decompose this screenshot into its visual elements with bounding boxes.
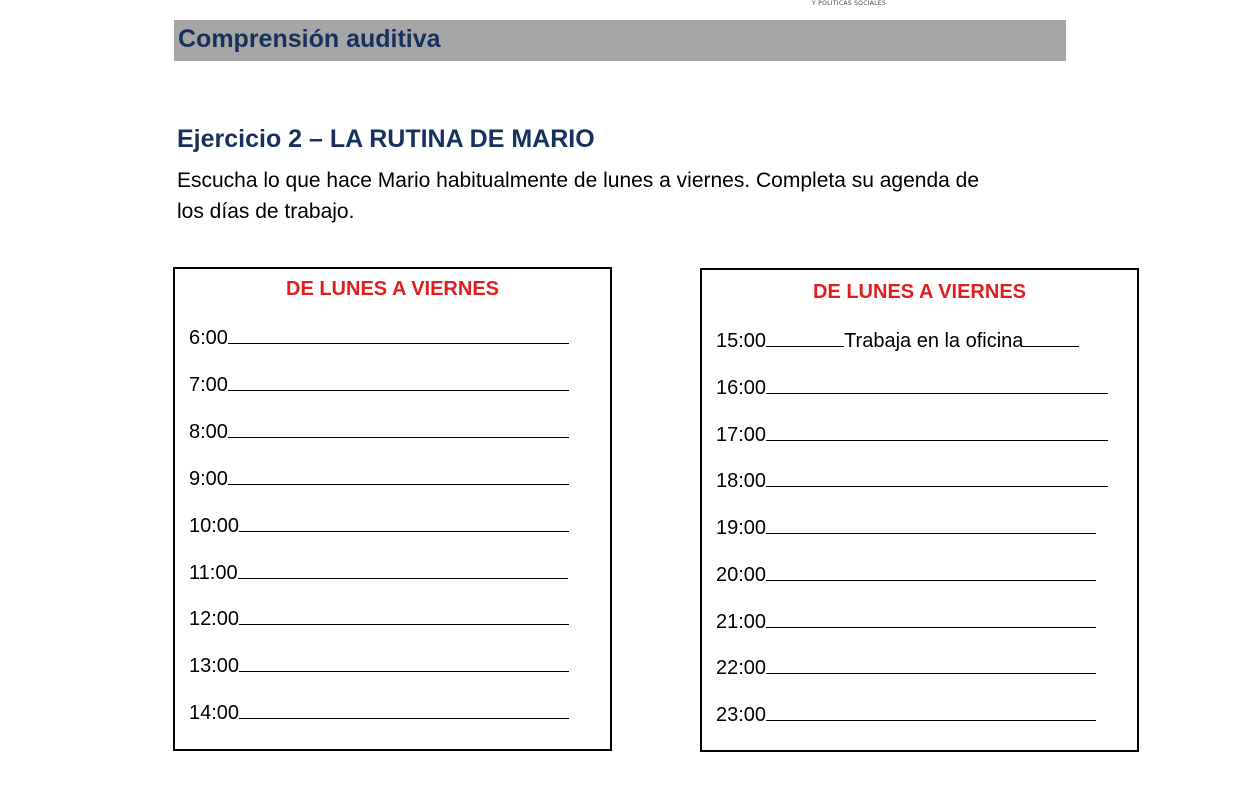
time-label: 21:00 — [716, 611, 767, 633]
schedule-heading: DE LUNES A VIERNES — [286, 278, 499, 300]
answer-blank[interactable] — [766, 562, 1096, 581]
answer-blank[interactable] — [239, 653, 569, 672]
answer-blank[interactable] — [766, 609, 1096, 628]
schedule-heading: DE LUNES A VIERNES — [813, 281, 1026, 303]
time-label: 8:00 — [189, 421, 228, 443]
filled-answer: Trabaja en la oficina — [844, 330, 1024, 352]
schedule-box-afternoon — [700, 268, 1139, 752]
schedule-row — [716, 515, 1096, 540]
time-label: 9:00 — [189, 468, 228, 490]
header-fragment-text: Y POLÍTICAS SOCIALES — [812, 0, 887, 7]
answer-blank[interactable] — [238, 560, 568, 579]
time-label: 17:00 — [716, 424, 767, 446]
instructions-line-2: los días de trabajo. — [177, 200, 355, 223]
schedule-row — [716, 375, 1108, 400]
answer-blank[interactable] — [239, 700, 569, 719]
schedule-row — [189, 700, 569, 725]
schedule-row — [716, 655, 1096, 680]
answer-blank[interactable] — [228, 466, 569, 485]
time-label: 12:00 — [189, 608, 240, 630]
answer-blank[interactable] — [766, 515, 1096, 534]
time-label: 22:00 — [716, 657, 767, 679]
schedule-row — [189, 325, 569, 350]
time-label: 13:00 — [189, 655, 240, 677]
answer-blank[interactable] — [228, 325, 569, 344]
time-label: 23:00 — [716, 704, 767, 726]
answer-blank[interactable] — [766, 468, 1108, 487]
time-label: 10:00 — [189, 515, 240, 537]
exercise-instructions — [177, 165, 1057, 227]
time-label: 6:00 — [189, 327, 228, 349]
instructions-line-1: Escucha lo que hace Mario habitualmente de lunes a viernes. Completa su agenda de — [177, 169, 980, 192]
answer-blank[interactable] — [766, 422, 1108, 441]
answer-blank[interactable] — [766, 702, 1096, 721]
schedule-row — [716, 422, 1108, 447]
schedule-row — [716, 468, 1108, 493]
time-label: 19:00 — [716, 517, 767, 539]
answer-blank[interactable] — [228, 372, 569, 391]
schedule-row — [189, 372, 569, 397]
time-label: 18:00 — [716, 470, 767, 492]
section-bar — [174, 20, 1066, 61]
time-label: 15:00 — [716, 330, 767, 352]
schedule-row — [189, 419, 569, 444]
answer-blank[interactable] — [228, 419, 569, 438]
schedule-row — [189, 513, 569, 538]
schedule-row — [189, 606, 569, 631]
schedule-box-morning — [173, 267, 612, 751]
schedule-row — [716, 328, 1079, 353]
schedule-row — [189, 560, 568, 585]
schedule-row — [189, 466, 569, 491]
time-label: 11:00 — [189, 562, 238, 584]
schedule-row — [716, 562, 1096, 587]
schedule-row — [189, 653, 569, 678]
answer-blank[interactable] — [766, 328, 844, 347]
answer-blank[interactable] — [239, 513, 569, 532]
time-label: 16:00 — [716, 377, 767, 399]
time-label: 14:00 — [189, 702, 240, 724]
time-label: 7:00 — [189, 374, 228, 396]
schedule-row — [716, 609, 1096, 634]
answer-blank[interactable] — [766, 655, 1096, 674]
exercise-title: Ejercicio 2 – LA RUTINA DE MARIO — [177, 125, 595, 153]
answer-blank[interactable] — [1023, 328, 1079, 347]
schedule-row — [716, 702, 1096, 727]
time-label: 20:00 — [716, 564, 767, 586]
answer-blank[interactable] — [239, 606, 569, 625]
answer-blank[interactable] — [766, 375, 1108, 394]
section-title: Comprensión auditiva — [178, 25, 441, 53]
